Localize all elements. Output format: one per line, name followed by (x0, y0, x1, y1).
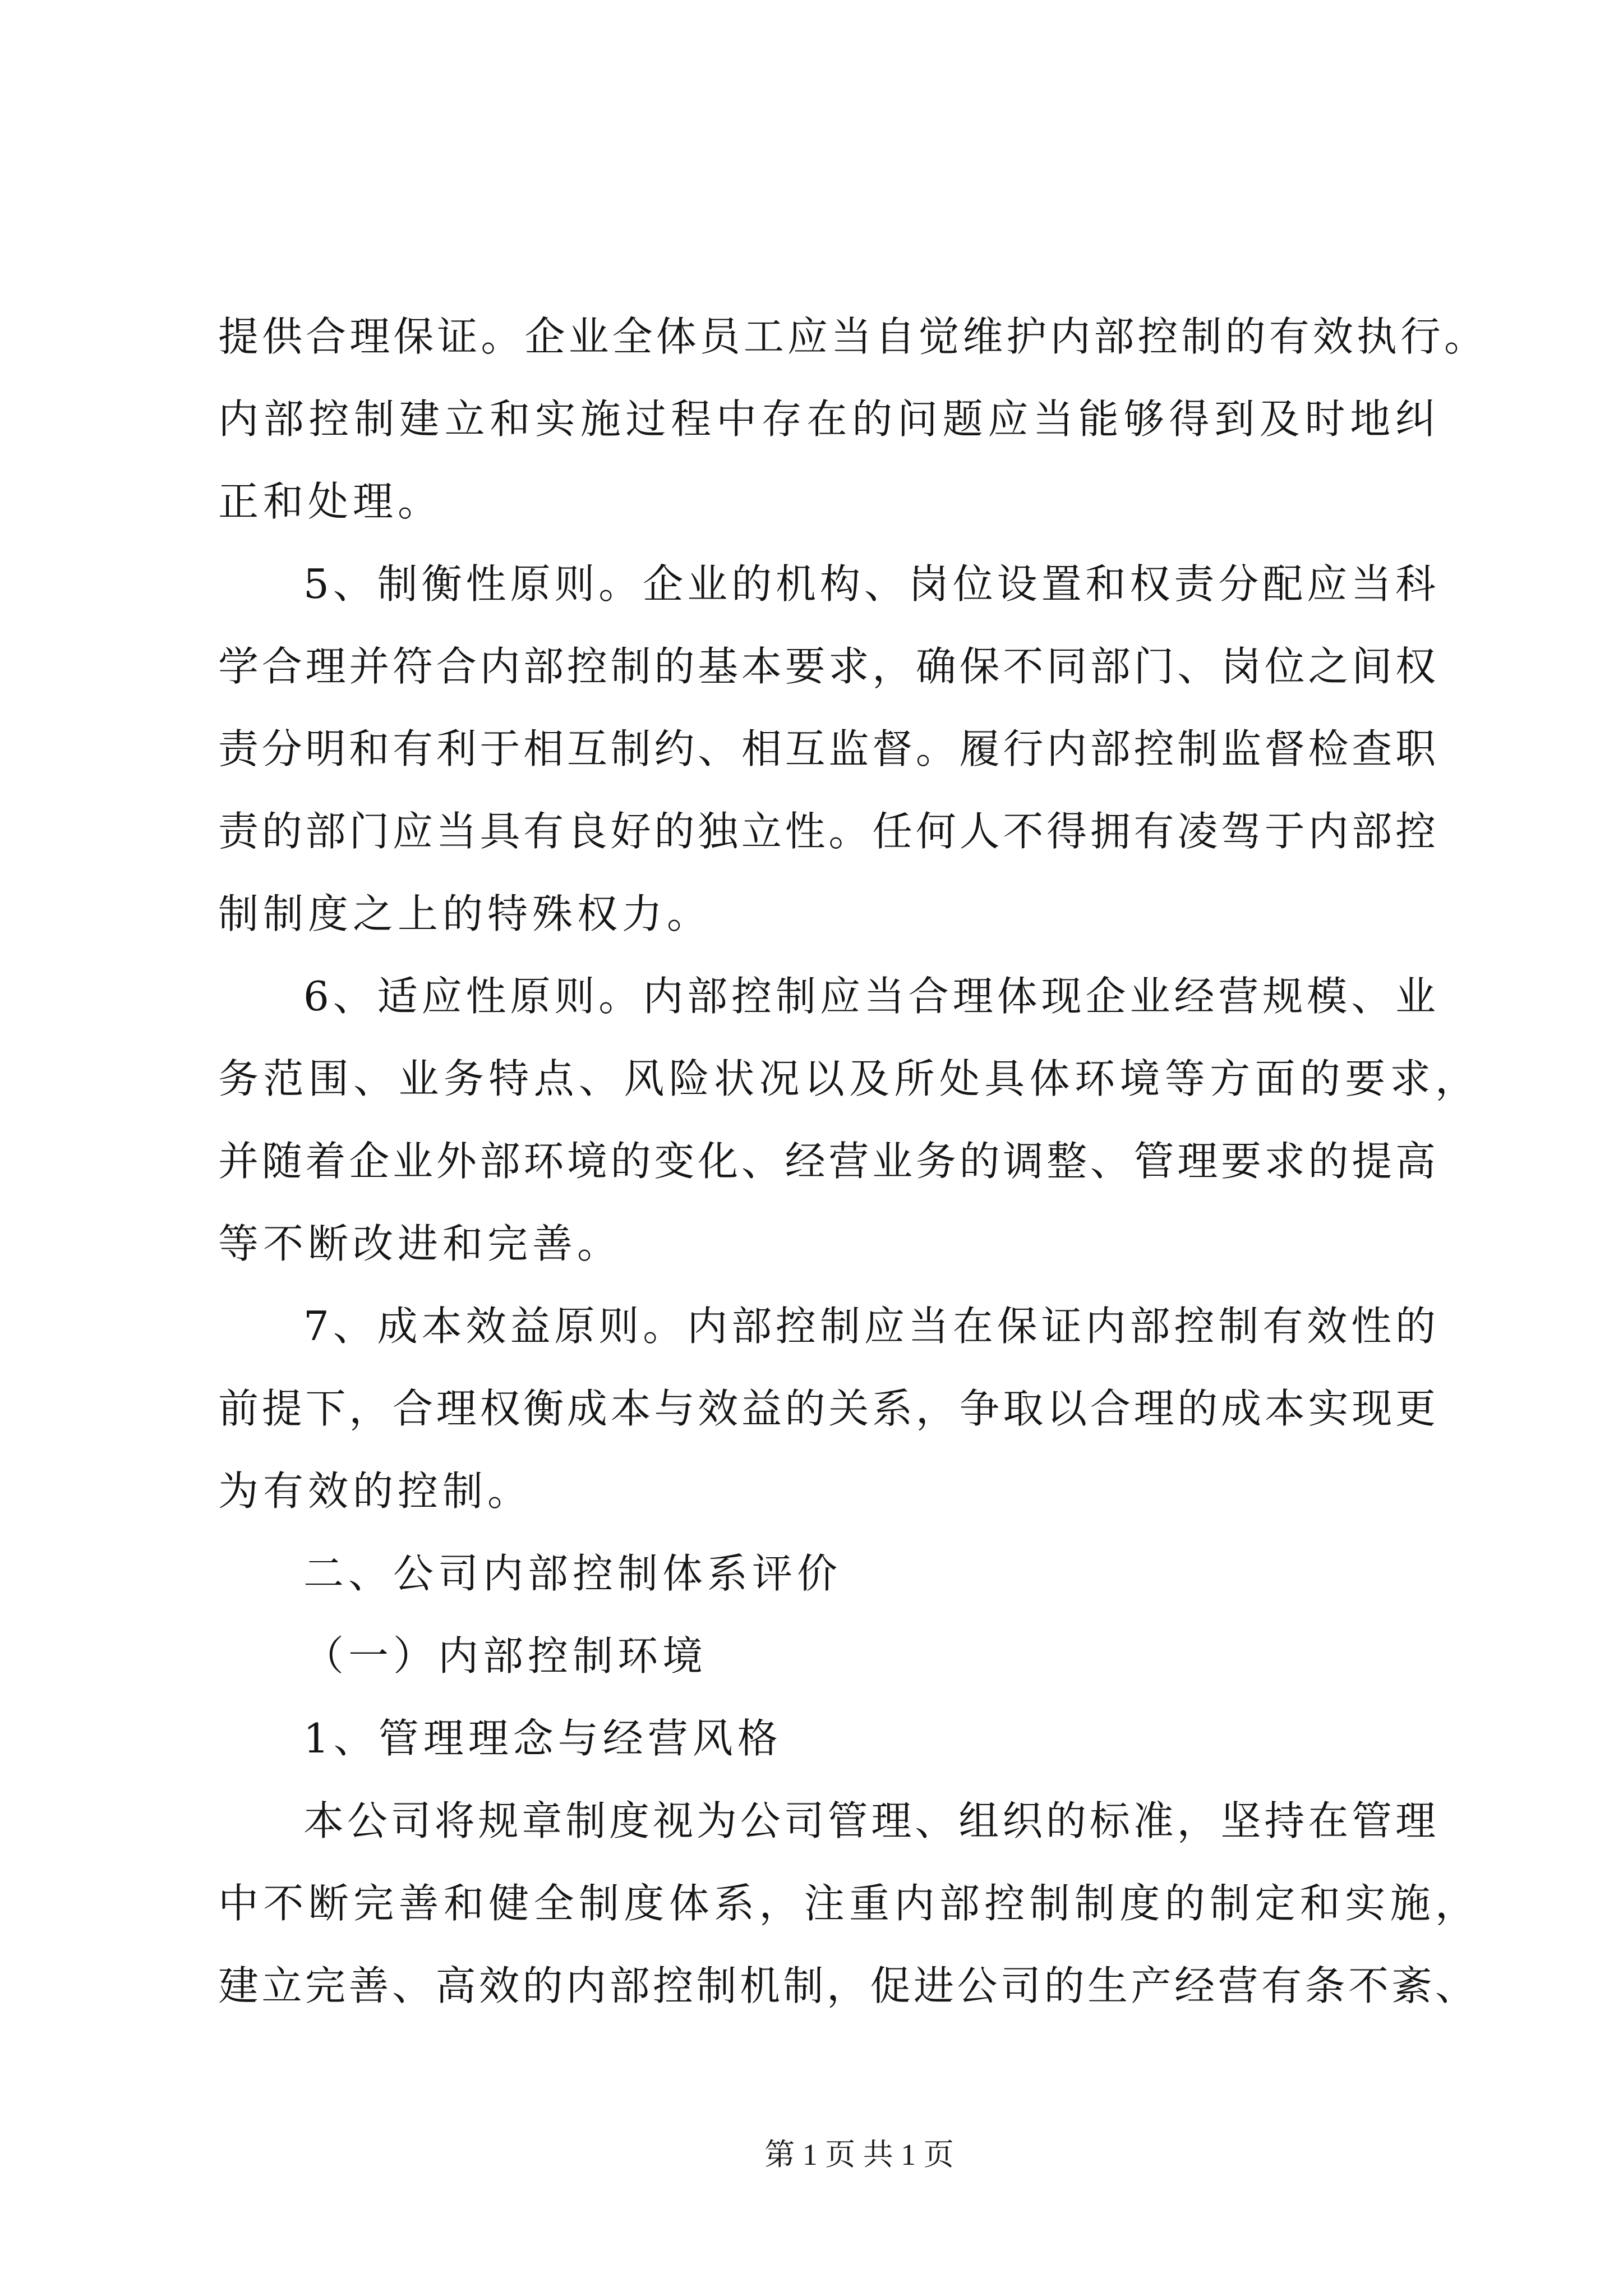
text-line: 责的部门应当具有良好的独立性。任何人不得拥有凌驾于内部控 (218, 808, 1436, 855)
paragraph (218, 955, 1476, 1285)
subsection-heading (218, 1615, 1436, 1697)
text-line: 正和处理。 (218, 478, 443, 525)
text-line: 本公司将规章制度视为公司管理、组织的标准，坚持在管理 (303, 1797, 1436, 1844)
section-heading (218, 1533, 1436, 1615)
text-line: 学合理并符合内部控制的基本要求，确保不同部门、岗位之间权 (218, 643, 1436, 690)
paragraph (218, 543, 1436, 955)
text-line: 6、适应性原则。内部控制应当合理体现企业经营规模、业 (303, 973, 1436, 1020)
text-line: 为有效的控制。 (218, 1467, 533, 1515)
text-line: 等不断改进和完善。 (218, 1220, 623, 1267)
text-line: 务范围、业务特点、风险状况以及所处具体环境等方面的要求， (218, 1055, 1476, 1102)
text-line: （一）内部控制环境 (303, 1632, 708, 1680)
text-line: 建立完善、高效的内部控制机制，促进公司的生产经营有条不紊、 (218, 1962, 1476, 2009)
text-line: 责分明和有利于相互制约、相互监督。履行内部控制监督检查职 (218, 725, 1436, 772)
text-line: 7、成本效益原则。内部控制应当在保证内部控制有效性的 (303, 1303, 1436, 1350)
text-line: 1、管理理念与经营风格 (303, 1715, 782, 1762)
paragraph (218, 1780, 1476, 2027)
paragraph (218, 296, 1484, 543)
page-number-footer: 第 1 页 共 1 页 (764, 2138, 954, 2171)
text-line: 前提下，合理权衡成本与效益的关系，争取以合理的成本实现更 (218, 1385, 1436, 1432)
text-line: 二、公司内部控制体系评价 (303, 1550, 842, 1597)
text-line: 内部控制建立和实施过程中存在的问题应当能够得到及时地纠 (218, 395, 1436, 443)
text-line: 提供合理保证。企业全体员工应当自觉维护内部控制的有效执行。 (218, 313, 1484, 360)
text-line: 5、制衡性原则。企业的机构、岗位设置和权责分配应当科 (303, 560, 1436, 608)
document-body (218, 296, 1484, 2027)
text-line: 中不断完善和健全制度体系，注重内部控制制度的制定和实施， (218, 1880, 1476, 1927)
paragraph (218, 1285, 1436, 1533)
text-line: 并随着企业外部环境的变化、经营业务的调整、管理要求的提高 (218, 1138, 1436, 1185)
text-line: 制制度之上的特殊权力。 (218, 890, 712, 937)
item-heading (218, 1697, 1436, 1780)
